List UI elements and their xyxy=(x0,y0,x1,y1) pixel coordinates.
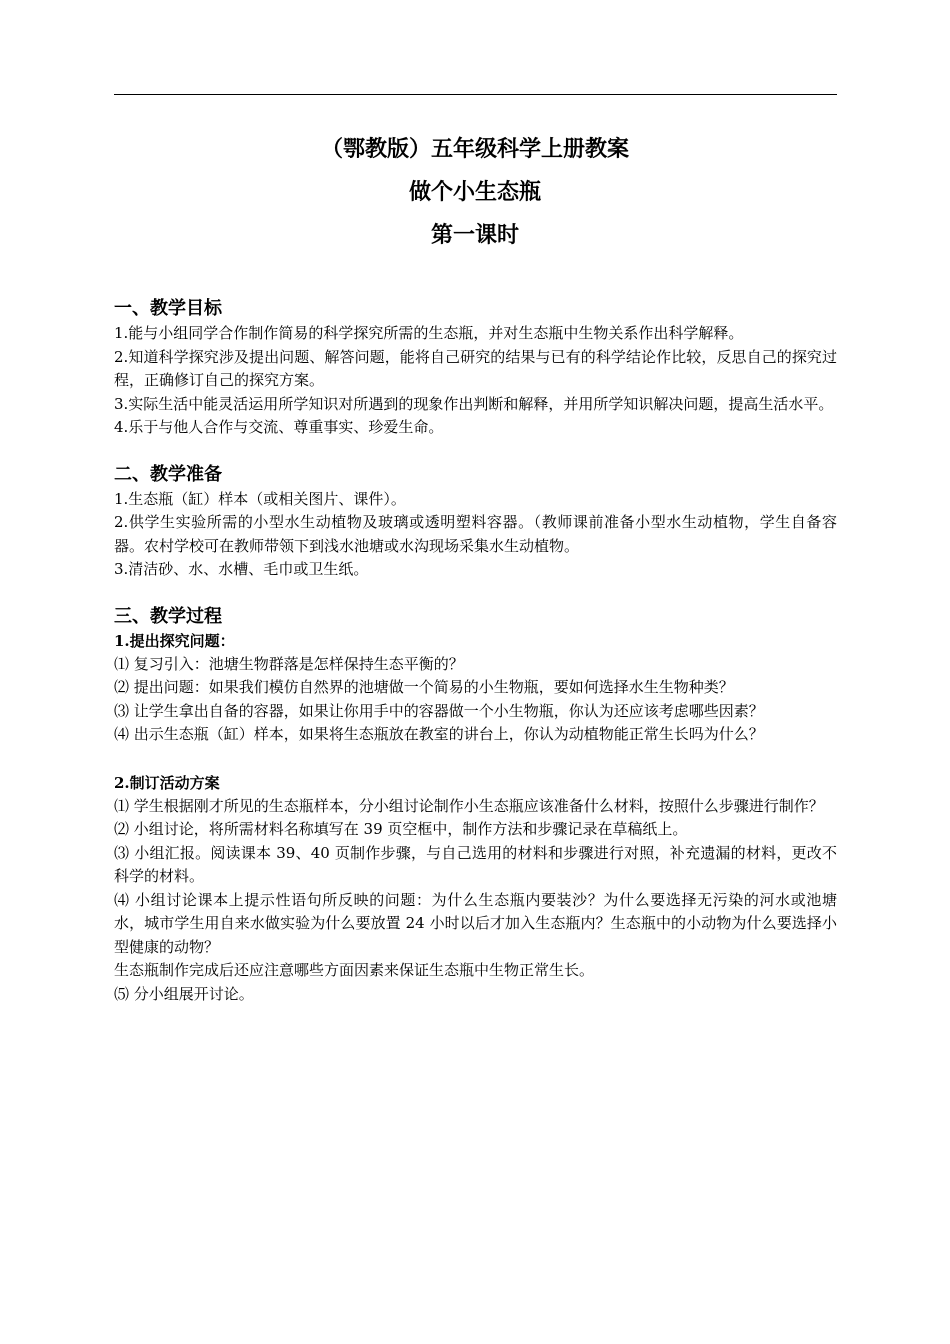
list-item: ⑶ 让学生拿出自备的容器，如果让你用手中的容器做一个小生物瓶，你认为还应该考虑哪些因素？ xyxy=(114,701,764,720)
period-title: 第一课时 xyxy=(430,223,519,248)
section-objectives xyxy=(114,296,837,440)
list-item: 2.知道科学探究涉及提出问题、解答问题，能将自己研究的结果与已有的科学结论作比较，反思自己的探究过程，正确修订自己的探究方案。 xyxy=(114,347,837,389)
section-preparation xyxy=(114,462,837,582)
list-item: 1.生态瓶（缸）样本（或相关图片、课件）。 xyxy=(114,489,406,508)
section-heading: 一、教学目标 xyxy=(114,298,222,319)
list-item: ⑵ 提出问题：如果我们模仿自然界的池塘做一个简易的小生物瓶，要如何选择水生生物种类？ xyxy=(114,678,734,696)
lesson-title: 做个小生态瓶 xyxy=(408,180,541,205)
list-item: ⑵ 小组讨论，将所需材料名称填写在 39 页空框中，制作方法和步骤记录在草稿纸上。 xyxy=(114,820,688,838)
list-item: 3.实际生活中能灵活运用所学知识对所遇到的现象作出判断和解释，并用所学知识解决问题，提高生活水平。 xyxy=(114,394,834,413)
list-item: 1.能与小组同学合作制作简易的科学探究所需的生态瓶，并对生态瓶中生物关系作出科学解释。 xyxy=(114,324,744,342)
section-heading: 三、教学过程 xyxy=(114,605,222,627)
header-rule xyxy=(114,94,837,95)
section-process xyxy=(114,604,837,1007)
list-item: ⑷ 出示生态瓶（缸）样本，如果将生态瓶放在教室的讲台上，你认为动植物能正常生长吗为什么？ xyxy=(114,725,764,743)
document-body xyxy=(114,296,837,1006)
section-heading: 二、教学准备 xyxy=(114,463,222,485)
subsection-title: 2.制订活动方案 xyxy=(114,773,220,792)
list-item: ⑶ 小组汇报。阅读课本 39、40 页制作步骤，与自己选用的材料和步骤进行对照，补充遗漏的材料，更改不科学的材料。 xyxy=(114,843,837,885)
document-title: （鄂教版）五年级科学上册教案 xyxy=(320,137,629,162)
list-item: ⑴ 复习引入：池塘生物群落是怎样保持生态平衡的？ xyxy=(114,654,464,673)
list-item: ⑴ 学生根据刚才所见的生态瓶样本，分小组讨论制作小生态瓶应该准备什么材料，按照什么步骤进行制作？ xyxy=(114,796,824,815)
list-item: ⑸ 分小组展开讨论。 xyxy=(114,984,254,1003)
list-item: 4.乐于与他人合作与交流、尊重事实、珍爱生命。 xyxy=(114,418,444,436)
list-item: 生态瓶制作完成后还应注意哪些方面因素来保证生态瓶中生物正常生长。 xyxy=(114,961,595,979)
title-block xyxy=(0,128,950,257)
subsection-title: 1.提出探究问题： xyxy=(114,631,235,650)
list-item: ⑷ 小组讨论课本上提示性语句所反映的问题：为什么生态瓶内要装沙？为什么要选择无污染的河水或池塘水，城市学生用自来水做实验为什么要放置 24 小时以后才加入生态瓶内？生态瓶中的小动物为什么要选择小型健康的动物？ xyxy=(114,890,837,956)
list-item: 3.清洁砂、水、水槽、毛巾或卫生纸。 xyxy=(114,560,369,578)
list-item: 2.供学生实验所需的小型水生动植物及玻璃或透明塑料容器。（教师课前准备小型水生动植物，学生自备容器。农村学校可在教师带领下到浅水池塘或水沟现场采集水生动植物。 xyxy=(114,513,837,555)
